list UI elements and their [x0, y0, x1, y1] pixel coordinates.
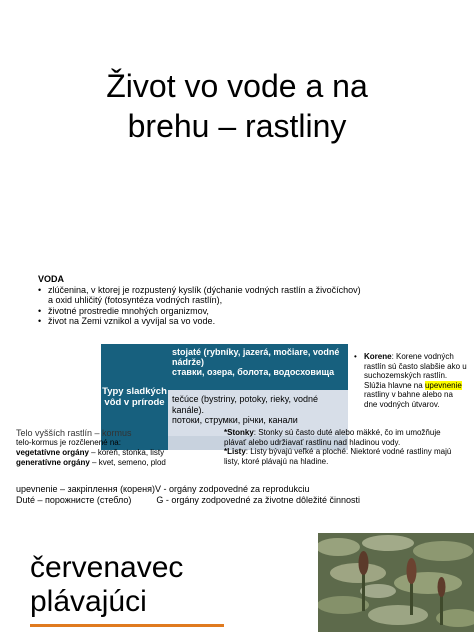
telo-veg [16, 448, 216, 458]
stonky-text [224, 428, 464, 447]
telo-line-2: telo-kormus je rozčlenené na: [16, 438, 121, 447]
list-item-continuation: a oxid uhličitý (fotosyntéza vodných rastlín), [48, 295, 223, 305]
stojate-sk: stojaté (rybníky, jazerá, močiare, vodné nádrže) [172, 347, 340, 367]
korene-label: Korene [364, 352, 392, 361]
slide-title [0, 0, 474, 262]
korene-text-before: : Korene vodných rastlín sú často slabšie ako u suchozemských rastlín. Slúžia hlavne na [364, 352, 467, 390]
slide-plant [0, 527, 474, 632]
gen-label: generatívne orgány [16, 458, 90, 467]
plant-title-line-2: plávajúci [30, 585, 147, 618]
korene-note [356, 352, 468, 410]
title-underline [30, 624, 224, 627]
stonky-body: : Stonky sú často duté alebo mäkké, čo im umožňuje plávať alebo udržiavať rastlinu nad hladinou vody. [224, 428, 441, 447]
list-item: • život na Zemi vznikol a vyvíjal sa vo vode. [38, 316, 458, 327]
stojate-ru: ставки, озера, болота, водосховища [172, 367, 335, 377]
plant-title-line-1: červenavec [30, 551, 184, 584]
table-header-text: Typy sladkých vôd v prírode [102, 386, 167, 408]
voda-list [38, 285, 458, 327]
veg-text: – koreň, stonka, listy [88, 448, 165, 457]
list-item: • zlúčenina, v ktorej je rozpustený kyslík (dýchanie vodných rastlín a živočíchov) [38, 285, 458, 296]
veg-label: vegetatívne orgány [16, 448, 89, 457]
telo-line-1: Telo vyšších rastlín – kormus [16, 428, 132, 438]
bullet-icon: • [354, 352, 357, 361]
title-line-1: Život vo vode a na [106, 68, 368, 104]
korene-text [356, 352, 468, 410]
gen-text: – kvet, semeno, plod [89, 458, 166, 467]
listy-body: : Listy bývajú veľké a ploché. Niektoré vodné rastliny majú listy, ktoré plávajú na hladine. [224, 447, 452, 466]
korene-highlight: upevnenie [424, 380, 462, 390]
slide-content [0, 262, 474, 526]
tecuce-sk: tečúce (bystriny, potoky, rieky, vodné kanále). [172, 394, 319, 415]
pond-plant-image [318, 533, 474, 632]
stonky-section [224, 428, 464, 466]
title-line-2: brehu – rastliny [127, 108, 347, 144]
voda-section [38, 274, 458, 327]
plant-title [30, 551, 290, 619]
plant-photo [318, 533, 474, 632]
korene-text-after: rastliny v bahne alebo na dne vodných útvarov. [364, 390, 453, 409]
bottom-notes [16, 484, 466, 506]
bottom-line-1: upevnenie – закріплення (кореня)V - orgány zodpovedné za reprodukciu [16, 484, 310, 494]
page-title [60, 66, 414, 146]
bottom-line-2: Duté – порожнисте (стебло) G - orgány zodpovedné za životne dôležité činnosti [16, 495, 361, 505]
listy-text [224, 447, 464, 466]
list-item: • životné prostredie mnohých organizmov, [38, 306, 458, 317]
telo-gen [16, 458, 216, 468]
tecuce-ru: потоки, струмки, річки, канали [172, 415, 298, 425]
listy-label: *Listy [224, 447, 246, 457]
table-cell-stojate [168, 344, 348, 390]
voda-heading: VODA [38, 274, 65, 284]
stonky-label: *Stonky [224, 428, 254, 437]
telo-section [16, 428, 216, 468]
